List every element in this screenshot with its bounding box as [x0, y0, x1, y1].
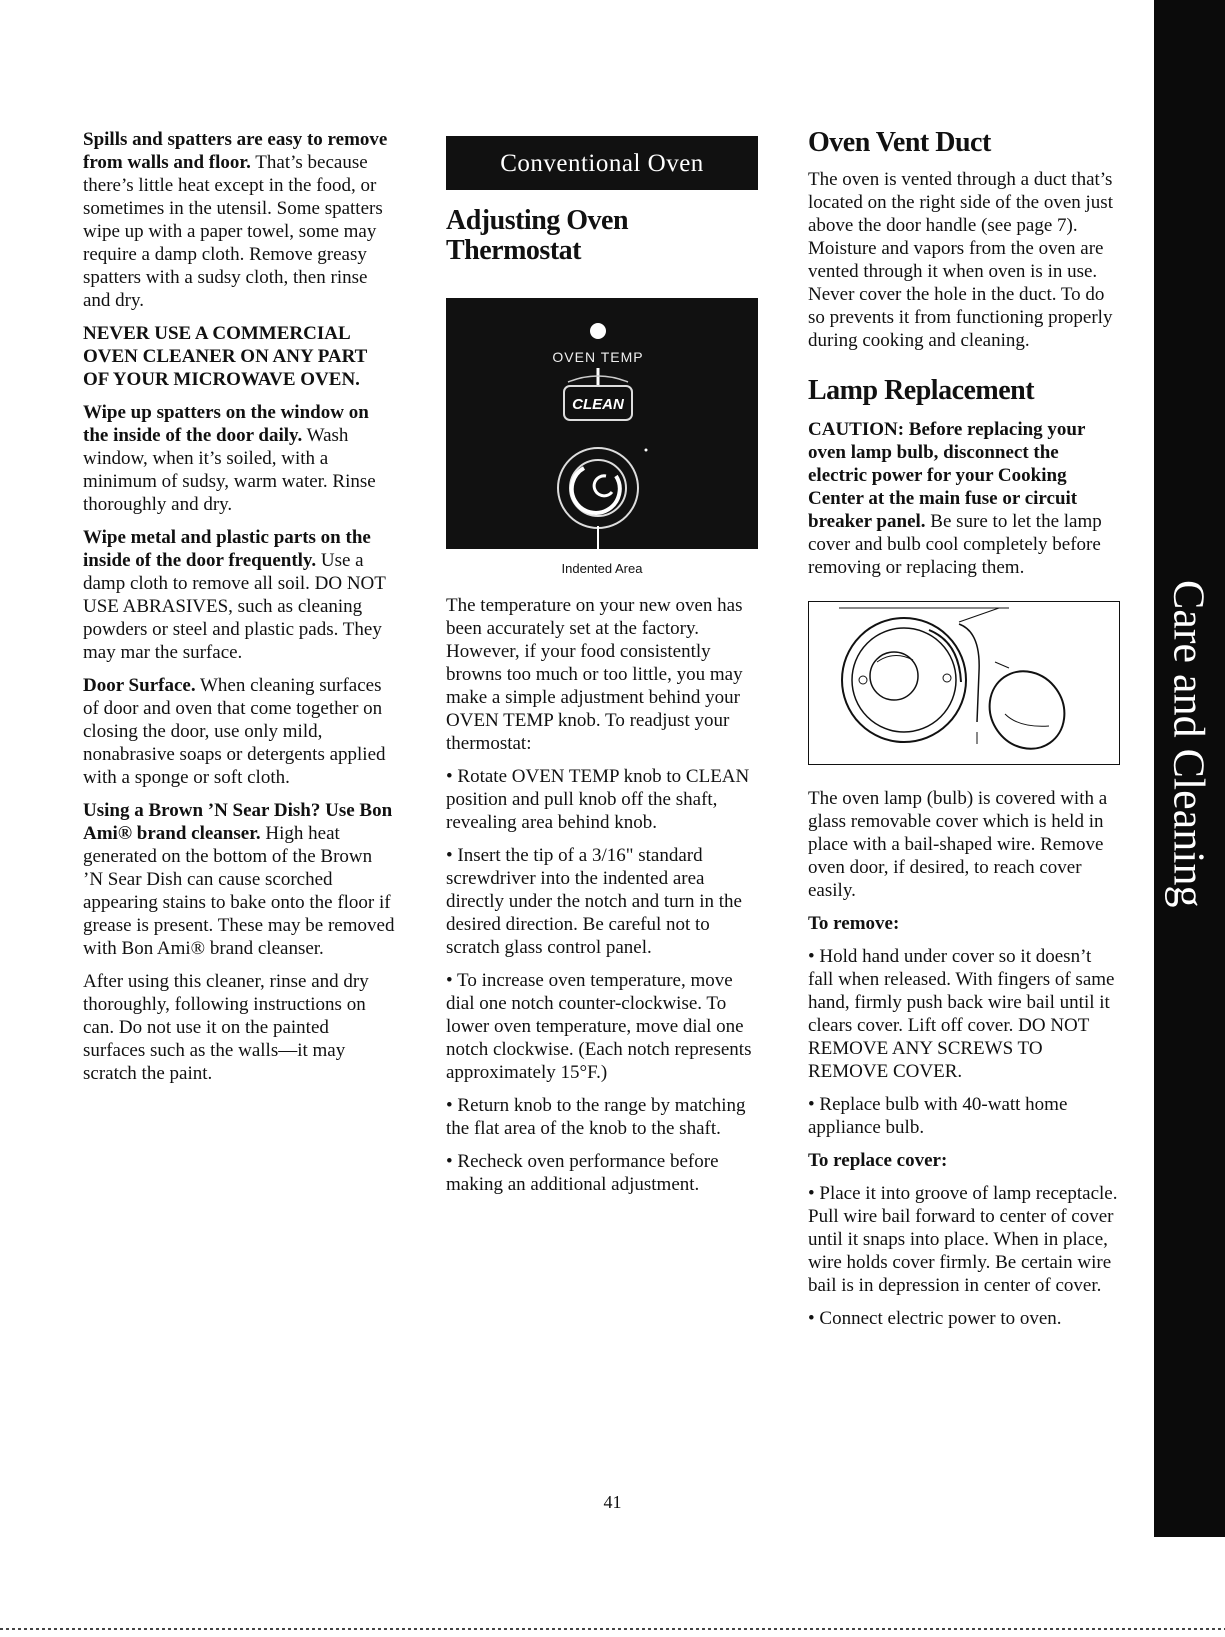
lamp-illustration [808, 601, 1120, 765]
thermostat-step-5: • Recheck oven performance before making an additional adjustment. [446, 1151, 719, 1195]
to-remove-heading: To remove: [808, 913, 900, 934]
oven-temp-knob-photo [446, 298, 758, 549]
spills-text: That’s because there’s little heat except in the food, or sometimes in the utensil. Some spatters wipe up with a paper towel, some may require a damp cloth. Remove greasy spatters with a sudsy cloth, then rinse and dry. [83, 152, 383, 311]
metal-heading: Wipe metal and plastic parts on the inside of the door frequently. [83, 527, 371, 571]
thermostat-heading: Adjusting Oven Thermostat [446, 205, 629, 266]
vent-duct-text: The oven is vented through a duct that’s located on the right side of the oven just above the door handle (see page 7). Moisture and vapors from the oven are vented through it when oven is in use. Never cover the hole in the duct. To do so prevents it from functioning properly during cooking and cleaning. [808, 169, 1113, 351]
window-heading: Wipe up spatters on the window on the inside of the door daily. [83, 402, 369, 446]
thermostat-step-4: • Return knob to the range by matching the flat area of the knob to the shaft. [446, 1095, 746, 1139]
bottom-rule [0, 1628, 1225, 1630]
metal-text: Use a damp cloth to remove all soil. DO NOT USE ABRASIVES, such as cleaning powders or steel and plastic pads. They may mar the surface. [83, 550, 386, 663]
vent-duct-heading: Oven Vent Duct [808, 127, 991, 158]
lamp-description: The oven lamp (bulb) is covered with a glass removable cover which is held in place with a bail-shaped wire. Remove oven door, if desired, to reach cover easily. [808, 788, 1108, 901]
thermostat-step-1: • Rotate OVEN TEMP knob to CLEAN position and pull knob off the shaft, revealing area behind knob. [446, 766, 750, 833]
clean-label: CLEAN [572, 396, 624, 413]
brown-n-sear-text: High heat generated on the bottom of the Brown ’N Sear Dish can cause scorched appearing stains to bake onto the floor if grease is present. These may be removed with Bon Ami® brand cleanser. [83, 823, 395, 959]
indented-area-caption: Indented Area [561, 561, 643, 576]
left-column [83, 128, 395, 1095]
caution-paragraph [808, 418, 1120, 579]
right-column [808, 128, 1120, 1340]
after-cleaner-paragraph: After using this cleaner, rinse and dry thoroughly, following instructions on can. Do not use it on the painted surfaces such as the walls—it may scratch the paint. [83, 971, 369, 1084]
door-surface-paragraph [83, 674, 395, 789]
oven-temp-label: OVEN TEMP [552, 349, 644, 365]
to-replace-heading: To replace cover: [808, 1150, 948, 1171]
brown-n-sear-paragraph [83, 799, 395, 960]
page-number: 41 [603, 1492, 622, 1512]
brown-n-sear-heading: Using a Brown ’N Sear Dish? Use Bon Ami® brand cleanser. [83, 800, 393, 844]
spills-paragraph [83, 128, 395, 312]
door-surface-heading: Door Surface. [83, 675, 196, 696]
spills-heading: Spills and spatters are easy to remove from walls and floor. [83, 129, 388, 173]
middle-column [446, 136, 758, 1206]
thermostat-step-3: • To increase oven temperature, move dial one notch counter-clockwise. To lower oven temperature, move dial one notch clockwise. (Each notch represents approximately 15°F.) [446, 970, 752, 1083]
window-paragraph [83, 401, 395, 516]
thermostat-step-2: • Insert the tip of a 3/16" standard screwdriver into the indented area directly under the notch and turn in the desired direction. Be careful not to scratch glass control panel. [446, 845, 742, 958]
never-use-warning: NEVER USE A COMMERCIAL OVEN CLEANER ON ANY PART OF YOUR MICROWAVE OVEN. [83, 323, 368, 390]
door-surface-text: When cleaning surfaces of door and oven that come together on closing the door, use only mild, nonabrasive soaps or detergents applied with a sponge or soft cloth. [83, 675, 386, 788]
remove-step-1: • Hold hand under cover so it doesn’t fall when released. With fingers of same hand, firmly push back wire bail until it clears cover. Lift off cover. DO NOT REMOVE ANY SCREWS TO REMOVE COVER. [808, 946, 1115, 1082]
remove-step-2: • Replace bulb with 40-watt home appliance bulb. [808, 1094, 1068, 1138]
metal-paragraph [83, 526, 395, 664]
replace-step-1: • Place it into groove of lamp receptacle. Pull wire bail forward to center of cover until it snaps into place. When in place, wire holds cover firmly. Be certain wire bail is in depression in center of cover. [808, 1183, 1118, 1296]
replace-step-2: • Connect electric power to oven. [808, 1308, 1062, 1329]
thermostat-intro: The temperature on your new oven has been accurately set at the factory. However, if your food consistently browns too much or too little, you may make a simple adjustment behind your OVEN TEMP knob. To readjust your thermostat: [446, 595, 743, 754]
caution-heading: CAUTION: Before replacing your oven lamp bulb, disconnect the electric power for your Cooking Center at the main fuse or circuit breaker panel. [808, 419, 1086, 532]
lamp-replacement-heading: Lamp Replacement [808, 375, 1035, 406]
side-tab-label: Care and Cleaning [1164, 580, 1214, 908]
window-text: Wash window, when it’s soiled, with a minimum of sudsy, warm water. Rinse thoroughly and dry. [83, 425, 376, 515]
caution-text: Be sure to let the lamp cover and bulb cool completely before removing or replacing them. [808, 511, 1102, 578]
section-banner: Conventional Oven [446, 136, 758, 190]
